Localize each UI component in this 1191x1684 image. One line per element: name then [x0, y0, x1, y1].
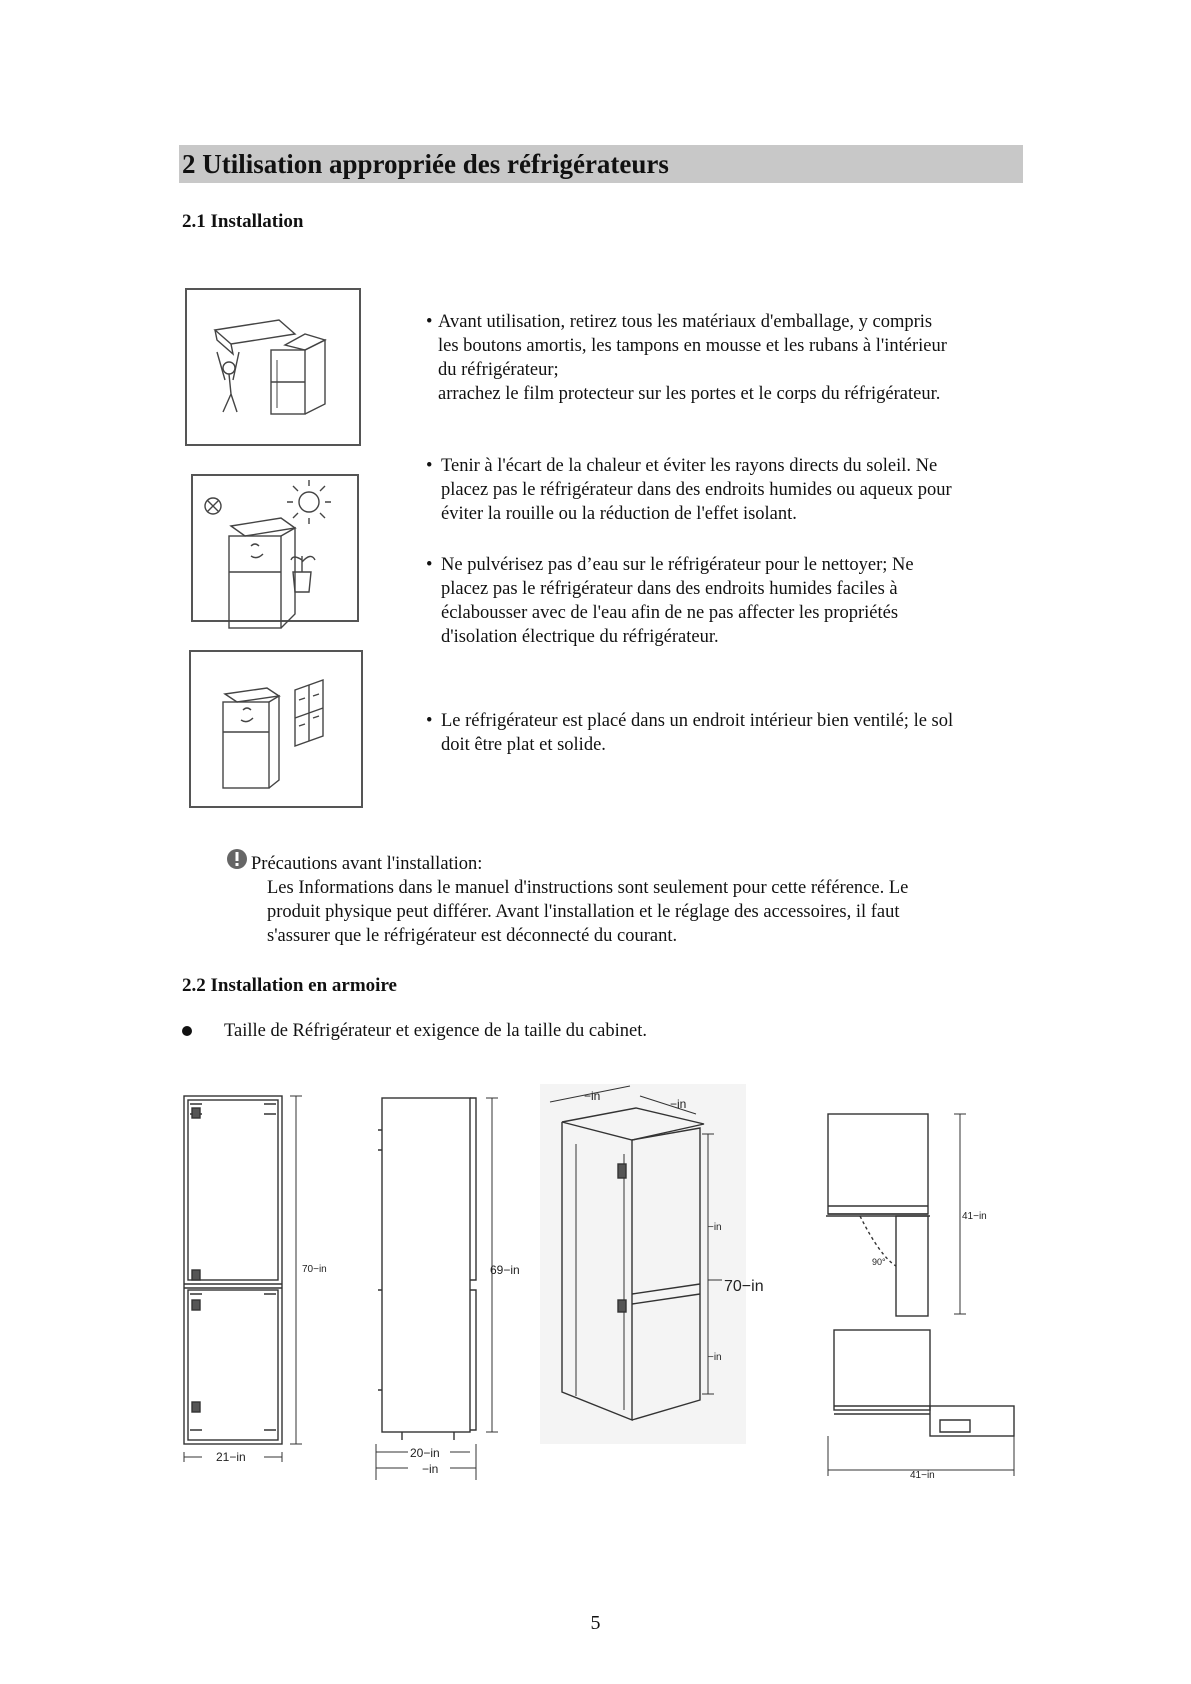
instruction-line: arrachez le film protecteur sur les portes et le corps du réfrigérateur. — [438, 384, 941, 404]
instruction-line: les boutons amortis, les tampons en mousse et les rubans à l'intérieur — [438, 336, 947, 356]
front-width-label: 21−in — [216, 1450, 246, 1464]
instruction-line: éclabousser avec de l'eau afin de ne pas affecter les propriétés — [441, 603, 899, 623]
instruction-line: éviter la rouille ou la réduction de l'effet isolant. — [441, 504, 797, 524]
iso-upper-label: −in — [708, 1222, 722, 1233]
top-view-diagram — [820, 1106, 1030, 1486]
top-height-label: 41−in — [962, 1211, 987, 1222]
instruction-line: Le réfrigérateur est placé dans un endroit intérieur bien ventilé; le sol — [441, 711, 954, 731]
isometric-view-diagram — [540, 1084, 764, 1444]
bullet-dot — [182, 1026, 192, 1036]
ventilation-drawing — [191, 652, 361, 806]
instruction-line: placez pas le réfrigérateur dans des endroits humides faciles à — [441, 579, 898, 599]
instruction-line: placez pas le réfrigérateur dans des endroits humides ou aqueux pour — [441, 480, 952, 500]
instruction-line: d'isolation électrique du réfrigérateur. — [441, 627, 719, 647]
iso-total-label: 70−in — [724, 1278, 764, 1295]
iso-lower-label: −in — [708, 1352, 722, 1363]
instruction-item-3 — [426, 553, 1020, 649]
plant-pot-icon — [293, 572, 311, 592]
instruction-text-1 — [426, 310, 1018, 406]
bottom-width-label: 41−in — [910, 1470, 935, 1481]
precautions-body — [267, 876, 1007, 948]
instruction-line: Ne pulvérisez pas d’eau sur le réfrigérateur pour le nettoyer; Ne — [441, 555, 914, 575]
front-view-diagram — [178, 1090, 327, 1470]
side-height-label: 69−in — [490, 1263, 520, 1277]
top-angle-label: 90° — [872, 1257, 886, 1267]
instruction-line: doit être plat et solide. — [441, 735, 606, 755]
instruction-item-1 — [426, 310, 1018, 406]
side-depth-label: 20−in — [410, 1446, 440, 1460]
side-depth2-label: −in — [422, 1462, 439, 1476]
front-height-label: 70−in — [302, 1264, 327, 1275]
instruction-line: Tenir à l'écart de la chaleur et éviter les rayons directs du soleil. Ne — [441, 456, 938, 476]
instruction-item-4 — [426, 709, 1020, 757]
bullet-3: • — [426, 555, 433, 575]
instruction-line: du réfrigérateur; — [438, 360, 559, 380]
ventilation-illustration — [189, 650, 363, 808]
instruction-item-2 — [426, 454, 1020, 526]
heat-sun-illustration — [191, 474, 359, 622]
iso-top-right-label: −in — [670, 1097, 687, 1111]
cabinet-size-text: Taille de Réfrigérateur et exigence de la taille du cabinet. — [224, 1021, 647, 1041]
precautions-heading: Précautions avant l'installation: — [251, 854, 483, 874]
iso-top-left-label: −in — [584, 1089, 601, 1103]
subsection-title-installation: 2.1 Installation — [182, 211, 304, 232]
precautions-line: produit physique peut différer. Avant l'installation et le réglage des accessoires, il faut — [267, 902, 900, 922]
sun-icon — [299, 492, 319, 512]
bullet-1: • — [426, 312, 433, 332]
instruction-text-4 — [426, 709, 1020, 757]
unpacking-drawing — [187, 290, 359, 444]
unpacking-illustration — [185, 288, 361, 446]
instruction-text-2 — [426, 454, 1020, 526]
precautions-line: s'assurer que le réfrigérateur est déconnecté du courant. — [267, 926, 678, 946]
bullet-4: • — [426, 711, 433, 731]
bullet-2: • — [426, 456, 433, 476]
instruction-line: Avant utilisation, retirez tous les matériaux d'emballage, y compris — [438, 312, 933, 332]
page-number: 5 — [590, 1612, 601, 1634]
instruction-text-3 — [426, 553, 1020, 649]
warning-icon — [226, 848, 248, 870]
subsection-title-cabinet: 2.2 Installation en armoire — [182, 975, 397, 996]
heat-sun-drawing — [193, 476, 357, 620]
section-title: 2 Utilisation appropriée des réfrigérateurs — [182, 149, 669, 179]
side-view-diagram — [372, 1090, 532, 1480]
precautions-line: Les Informations dans le manuel d'instructions sont seulement pour cette référence. Le — [267, 878, 909, 898]
